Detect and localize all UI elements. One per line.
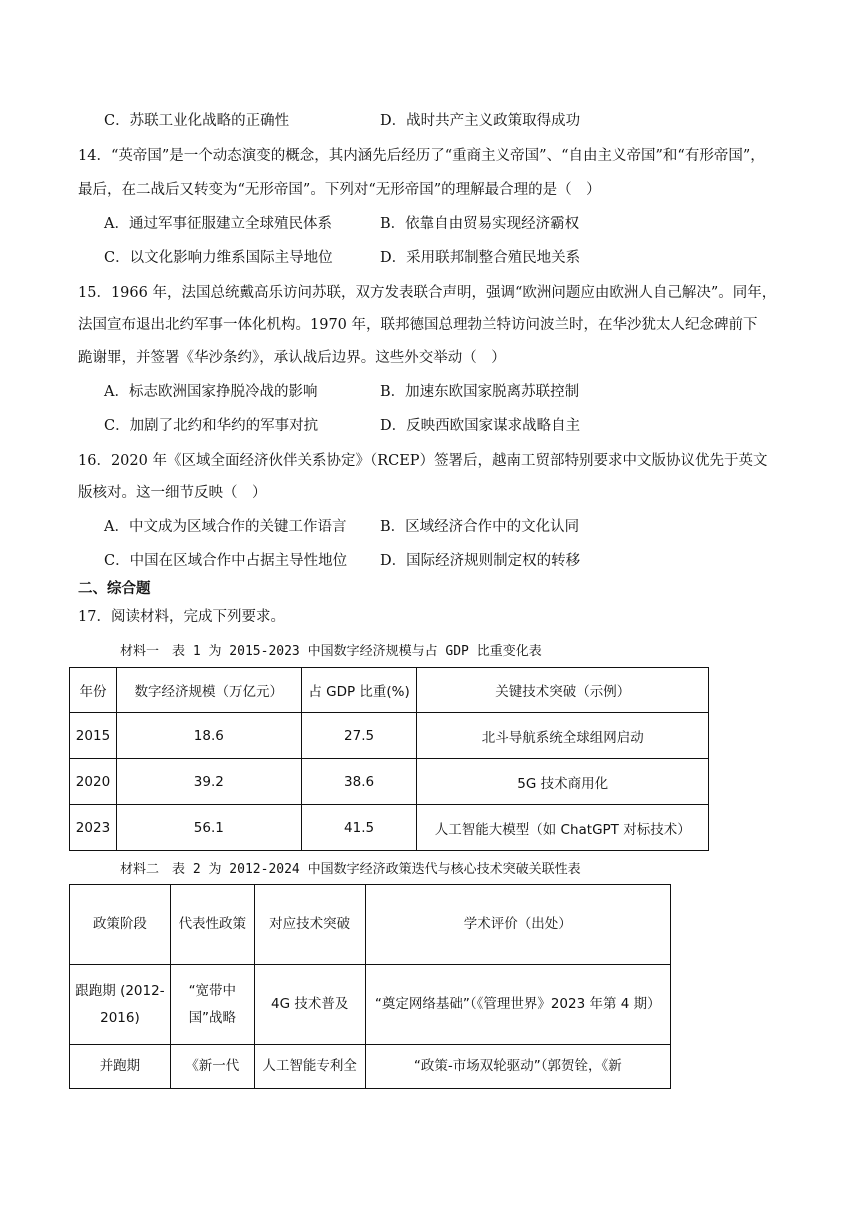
q14-stem-line1: 14．“英帝国”是一个动态演变的概念，其内涵先后经历了“重商主义帝国”、“自由主义帝国”和“有形帝国”， [78,148,765,164]
table-row [70,759,709,805]
policy-cell: 《新一代 [170,1045,254,1089]
q16-option-a: A．中文成为区域合作的关键工作语言 [104,519,347,535]
breakthrough-cell: 北斗导航系统全球组网启动 [417,713,709,759]
material2-table [69,884,671,1089]
gdp-share-cell: 38.6 [301,759,417,805]
q15-stem-line1: 15．1966 年，法国总统戴高乐访问苏联，双方发表联合声明，强调“欧洲问题应由欧洲人自己解决”。同年， [78,285,777,301]
header-cell: 数字经济规模（万亿元） [116,668,301,713]
q16-stem-line1: 16．2020 年《区域全面经济伙伴关系协定》（RCEP）签署后，越南工贸部特别要求中文版协议优先于英文 [78,453,768,469]
table-row [70,805,709,851]
material1-table [69,667,709,851]
q14-option-b: B．依靠自由贸易实现经济霸权 [380,216,580,232]
table-row [70,1045,671,1089]
q14-option-c: C．以文化影响力维系国际主导地位 [104,250,333,266]
gdp-share-cell: 27.5 [301,713,417,759]
q14-option-d: D．采用联邦制整合殖民地关系 [380,250,581,266]
q15-stem-line3: 跪谢罪，并签署《华沙条约》，承认战后边界。这些外交举动（ ） [78,350,506,366]
header-cell: 占 GDP 比重(%) [301,668,417,713]
evaluation-text: “奠定网络基础”（《管理世界》2023 年第 4 期） [374,996,661,1012]
q17-stem: 17．阅读材料，完成下列要求。 [78,609,285,625]
tech-cell: 人工智能专利全 [254,1045,365,1089]
q15-option-d: D．反映西欧国家谋求战略自主 [380,418,581,434]
policy-stage-text: 跟跑期 (2012-2016) [75,982,165,1026]
year-cell: 2020 [70,759,117,805]
table-header-row [70,885,671,965]
policy-text: “宽带中国”战略 [188,982,237,1026]
evaluation-cell [365,965,670,1045]
table-header-row [70,668,709,713]
material2-caption: 材料二 表 2 为 2012-2024 中国数字经济政策迭代与核心技术突破关联性表 [120,862,581,877]
gdp-share-cell: 41.5 [301,805,417,851]
policy-cell [170,965,254,1045]
breakthrough-cell: 人工智能大模型（如 ChatGPT 对标技术） [417,805,709,851]
evaluation-cell: “政策-市场双轮驱动”（郭贺铨，《新 [365,1045,670,1089]
header-cell: 对应技术突破 [254,885,365,965]
q16-stem-line2: 版核对。这一细节反映（ ） [78,485,267,501]
header-cell: 年份 [70,668,117,713]
scale-cell: 18.6 [116,713,301,759]
q16-option-d: D．国际经济规则制定权的转移 [380,553,581,569]
section-title: 二、综合题 [78,581,151,597]
q15-option-a: A．标志欧洲国家挣脱冷战的影响 [104,384,318,400]
scale-cell: 39.2 [116,759,301,805]
header-cell: 政策阶段 [70,885,171,965]
policy-stage-cell: 并跑期 [70,1045,171,1089]
table-row [70,713,709,759]
breakthrough-cell: 5G 技术商用化 [417,759,709,805]
scale-cell: 56.1 [116,805,301,851]
header-cell [170,885,254,965]
q14-option-a: A．通过军事征服建立全球殖民体系 [104,216,332,232]
table-row [70,965,671,1045]
q14-stem-line2: 最后，在二战后又转变为“无形帝国”。下列对“无形帝国”的理解最合理的是（ ） [78,182,601,198]
material1-caption: 材料一 表 1 为 2015-2023 中国数字经济规模与占 GDP 比重变化表 [120,644,542,659]
q13-option-c: C．苏联工业化战略的正确性 [104,113,290,129]
header-cell: 关键技术突破（示例） [417,668,709,713]
q16-option-c: C．中国在区域合作中占据主导性地位 [104,553,348,569]
q15-option-c: C．加剧了北约和华约的军事对抗 [104,418,319,434]
header-cell: 学术评价（出处） [365,885,670,965]
q16-option-b: B．区域经济合作中的文化认同 [380,519,580,535]
policy-stage-cell [70,965,171,1045]
year-cell: 2015 [70,713,117,759]
year-cell: 2023 [70,805,117,851]
tech-cell: 4G 技术普及 [254,965,365,1045]
header-cell-text: 代表性政策 [178,916,247,932]
q15-stem-line2: 法国宣布退出北约军事一体化机构。1970 年，联邦德国总理勃兰特访问波兰时，在华沙犹太人纪念碑前下 [78,317,758,333]
q15-option-b: B．加速东欧国家脱离苏联控制 [380,384,580,400]
q13-option-d: D．战时共产主义政策取得成功 [380,113,581,129]
